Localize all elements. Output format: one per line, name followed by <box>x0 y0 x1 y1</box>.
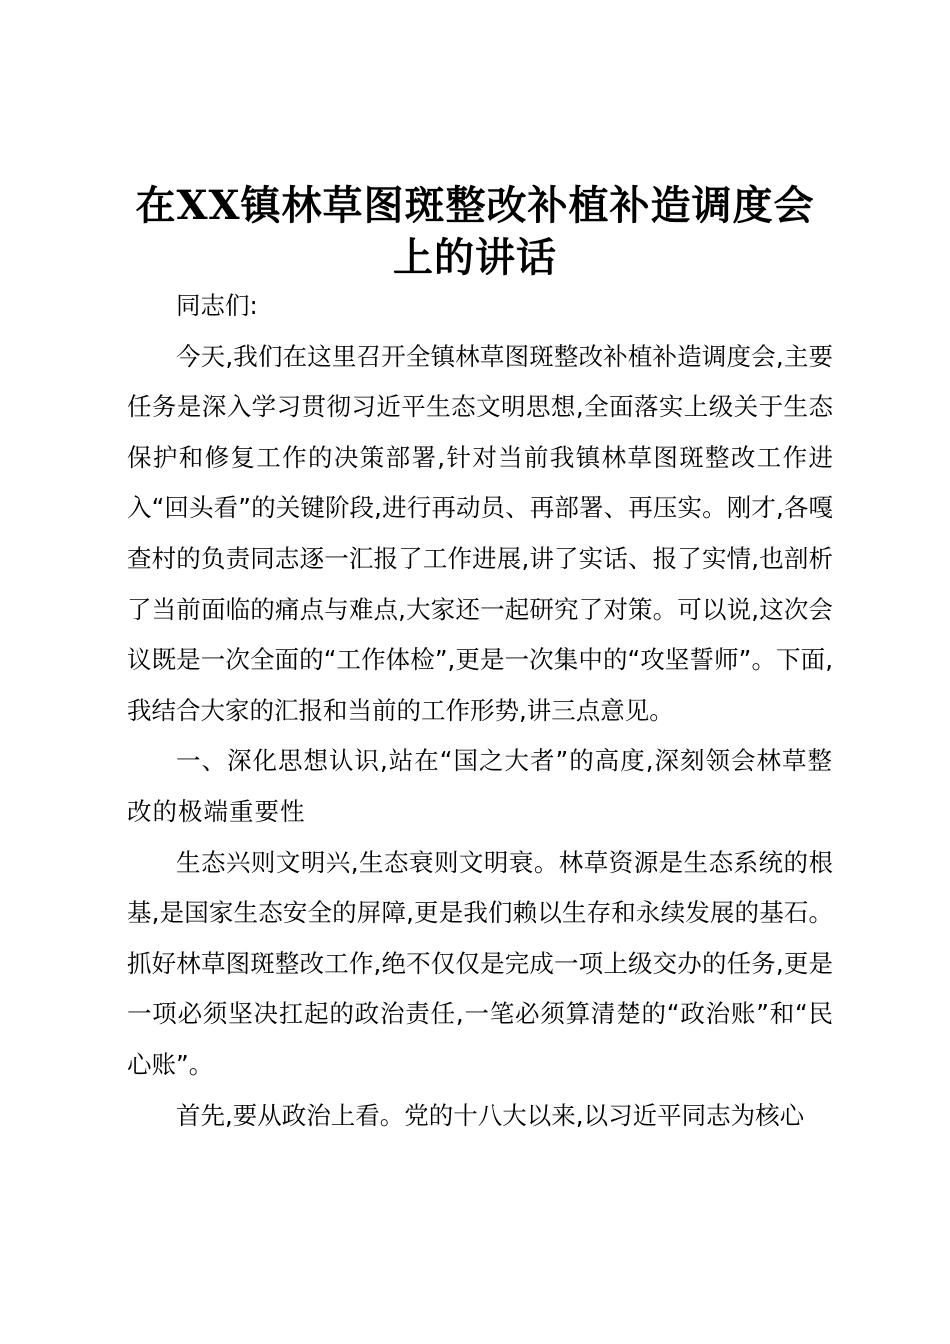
body-paragraph: 生态兴则文明兴,生态衰则文明衰。林草资源是生态系统的根基,是国家生态安全的屏障,更是我们赖以生存和永续发展的基石。抓好林草图斑整改工作,绝不仅仅是完成一项上级交办的任务,更是一项必须坚决扛起的政治责任,一笔必须算清楚的“政治账”和“民心账”。 <box>127 847 833 1079</box>
document-body <box>127 281 833 1141</box>
section-heading: 一、深化思想认识,站在“国之大者”的高度,深刻领会林草整改的极端重要性 <box>127 746 833 826</box>
salutation-paragraph: 同志们: <box>176 291 258 320</box>
body-paragraph: 首先,要从政治上看。党的十八大以来,以习近平同志为核心 <box>176 1100 805 1130</box>
document-title: 在XX镇林草图斑整改补植补造调度会上的讲话 <box>135 182 815 281</box>
intro-paragraph: 今天,我们在这里召开全镇林草图斑整改补植补造调度会,主要任务是深入学习贯彻习近平生态文明思想,全面落实上级关于生态保护和修复工作的决策部署,针对当前我镇林草图斑整改工作进入“回头看”的关键阶段,进行再动员、再部署、再压实。刚才,各嘎查村的负责同志逐一汇报了工作进展,讲了实话、报了实情,也剖析了当前面临的痛点与难点,大家还一起研究了对策。可以说,这次会议既是一次全面的“工作体检”,更是一次集中的“攻坚誓师”。下面,我结合大家的汇报和当前的工作形势,讲三点意见。 <box>127 341 833 725</box>
